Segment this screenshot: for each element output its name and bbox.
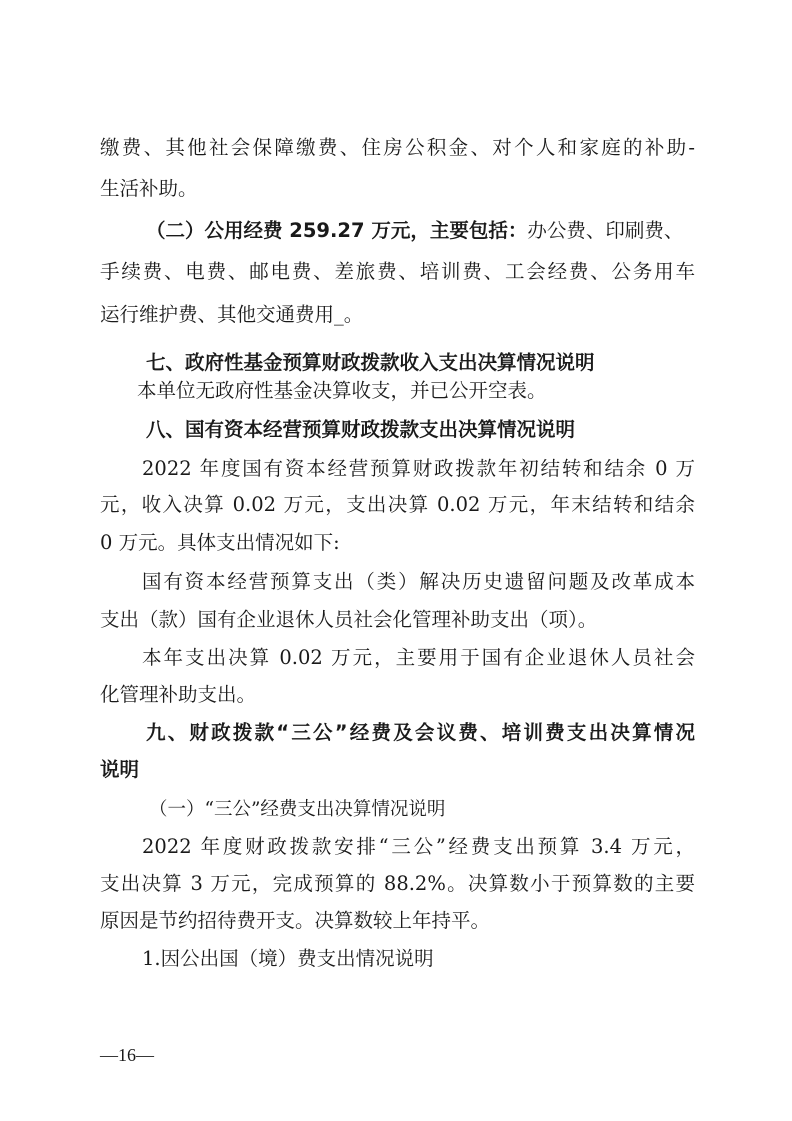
paragraph-line: 本单位无政府性基金决算收支，并已公开空表。	[137, 379, 547, 402]
paragraph-line: 生活补助。	[100, 177, 198, 200]
paragraph-line: 本年支出决算 0.02 万元，主要用于国有企业退休人员社会	[142, 646, 695, 669]
paragraph-line: 1.因公出国（境）费支出情况说明	[142, 947, 434, 970]
paragraph-text: 办公费、印刷费、	[527, 219, 684, 242]
paragraph-line: 国有资本经营预算支出（类）解决历史遗留问题及改革成本	[142, 570, 695, 593]
paragraph-line: 运行维护费、其他交通费用_。	[100, 303, 364, 326]
paragraph-line: 元，收入决算 0.02 万元，支出决算 0.02 万元，年末结转和结余	[100, 493, 695, 516]
paragraph-line: 0 万元。具体支出情况如下:	[100, 531, 340, 554]
subsection-heading: （一）“三公”经费支出决算情况说明	[149, 799, 446, 820]
paragraph-line: 支出决算 3 万元，完成预算的 88.2%。决算数小于预算数的主要	[100, 872, 695, 895]
paragraph-line: 支出（款）国有企业退休人员社会化管理补助支出（项）。	[100, 608, 598, 631]
paragraph-line: 缴费、其他社会保障缴费、住房公积金、对个人和家庭的补助-	[100, 136, 695, 159]
paragraph-line	[146, 218, 695, 244]
paragraph-line: 2022 年度国有资本经营预算财政拨款年初结转和结余 0 万	[142, 457, 695, 480]
paragraph-line: 原因是节约招待费开支。决算数较上年持平。	[100, 909, 491, 932]
section-subheading-inline: （二）公用经费 259.27 万元，主要包括：	[146, 219, 528, 242]
page-number: —16—	[100, 1045, 154, 1065]
section-heading-7: 七、政府性基金预算财政拨款收入支出决算情况说明	[146, 351, 595, 374]
section-heading-8: 八、国有资本经营预算财政拨款支出决算情况说明	[146, 418, 576, 441]
paragraph-line: 2022 年度财政拨款安排“三公”经费支出预算 3.4 万元，	[142, 835, 695, 858]
section-heading-9-continued: 说明	[100, 758, 140, 781]
paragraph-line: 化管理补助支出。	[100, 683, 257, 706]
paragraph-line: 手续费、电费、邮电费、差旅费、培训费、工会经费、公务用车	[100, 260, 695, 283]
section-heading-9: 九、财政拨款“三公”经费及会议费、培训费支出决算情况	[146, 721, 695, 744]
